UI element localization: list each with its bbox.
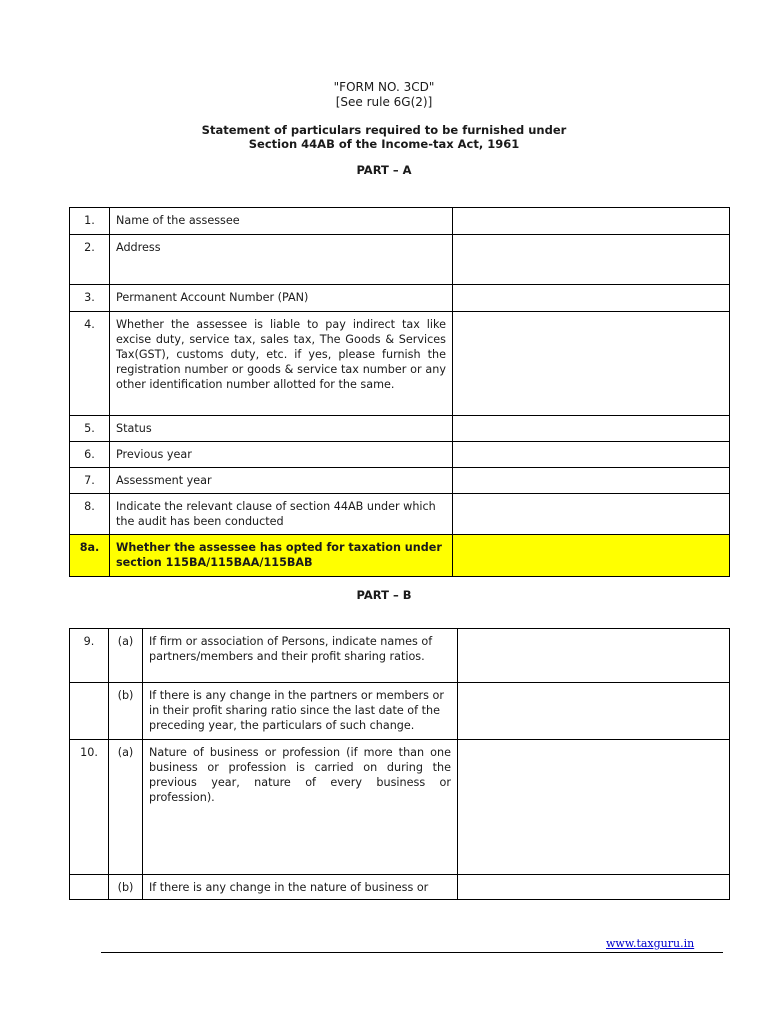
table-row-highlighted [70, 535, 730, 577]
row-label: Previous year [110, 442, 453, 468]
row-number: 7. [70, 468, 110, 494]
row-value-field[interactable] [453, 312, 730, 416]
footer-website-link[interactable]: www.taxguru.in [606, 937, 695, 950]
table-row [70, 416, 730, 442]
table-row [70, 740, 730, 875]
row-label: Whether the assessee is liable to pay indirect tax like excise duty, service tax, sales tax, The Goods & Services Tax(GST), customs duty, etc. if yes, please furnish the registration number or goods & service tax number or any other identification number allotted for the same. [110, 312, 453, 416]
row-number: 3. [70, 285, 110, 312]
table-row [70, 683, 730, 740]
row-sub-number: (a) [109, 740, 143, 875]
row-number [70, 875, 109, 900]
row-label: Indicate the relevant clause of section 44AB under which the audit has been conducted [110, 494, 453, 535]
row-number: 9. [70, 629, 109, 683]
row-number: 5. [70, 416, 110, 442]
row-sub-number: (b) [109, 683, 143, 740]
footer-divider [101, 952, 723, 953]
part-a-table [69, 207, 730, 577]
table-row [70, 442, 730, 468]
rule-reference: [See rule 6G(2)] [335, 95, 433, 109]
row-value-field[interactable] [453, 235, 730, 285]
table-row [70, 312, 730, 416]
statement-title-line2: Section 44AB of the Income-tax Act, 1961 [248, 137, 520, 151]
row-label: Status [110, 416, 453, 442]
row-number: 6. [70, 442, 110, 468]
row-value-field[interactable] [458, 629, 730, 683]
row-number: 8a. [70, 535, 110, 577]
row-label: Name of the assessee [110, 208, 453, 235]
row-number [70, 683, 109, 740]
table-row [70, 629, 730, 683]
row-number: 4. [70, 312, 110, 416]
table-row [70, 285, 730, 312]
row-value-field[interactable] [458, 683, 730, 740]
form-number: "FORM NO. 3CD" [333, 80, 435, 94]
row-sub-number: (b) [109, 875, 143, 900]
table-row [70, 875, 730, 900]
row-label: Address [110, 235, 453, 285]
row-value-field[interactable] [453, 442, 730, 468]
row-label: Nature of business or profession (if more than one business or profession is carried on during the previous year, nature of every business or profession). [143, 740, 458, 875]
row-number: 8. [70, 494, 110, 535]
table-row [70, 494, 730, 535]
row-number: 2. [70, 235, 110, 285]
part-a-heading: PART – A [356, 163, 412, 177]
row-label: Assessment year [110, 468, 453, 494]
row-value-field[interactable] [458, 875, 730, 900]
table-row [70, 235, 730, 285]
part-b-heading: PART – B [356, 588, 412, 602]
row-label: Permanent Account Number (PAN) [110, 285, 453, 312]
table-row [70, 208, 730, 235]
row-value-field[interactable] [453, 208, 730, 235]
row-value-field[interactable] [453, 535, 730, 577]
row-number: 10. [70, 740, 109, 875]
table-row [70, 468, 730, 494]
row-label: If there is any change in the partners or members or in their profit sharing ratio since the last date of the preceding year, the particulars of such change. [143, 683, 458, 740]
row-label: Whether the assessee has opted for taxation under section 115BA/115BAA/115BAB [110, 535, 453, 577]
row-label: If there is any change in the nature of business or [143, 875, 458, 900]
row-number: 1. [70, 208, 110, 235]
row-value-field[interactable] [453, 285, 730, 312]
row-value-field[interactable] [458, 740, 730, 875]
row-label: If firm or association of Persons, indicate names of partners/members and their profit sharing ratios. [143, 629, 458, 683]
row-value-field[interactable] [453, 494, 730, 535]
row-value-field[interactable] [453, 468, 730, 494]
part-b-table [69, 628, 730, 900]
row-value-field[interactable] [453, 416, 730, 442]
statement-title-line1: Statement of particulars required to be furnished under [201, 123, 567, 137]
row-sub-number: (a) [109, 629, 143, 683]
